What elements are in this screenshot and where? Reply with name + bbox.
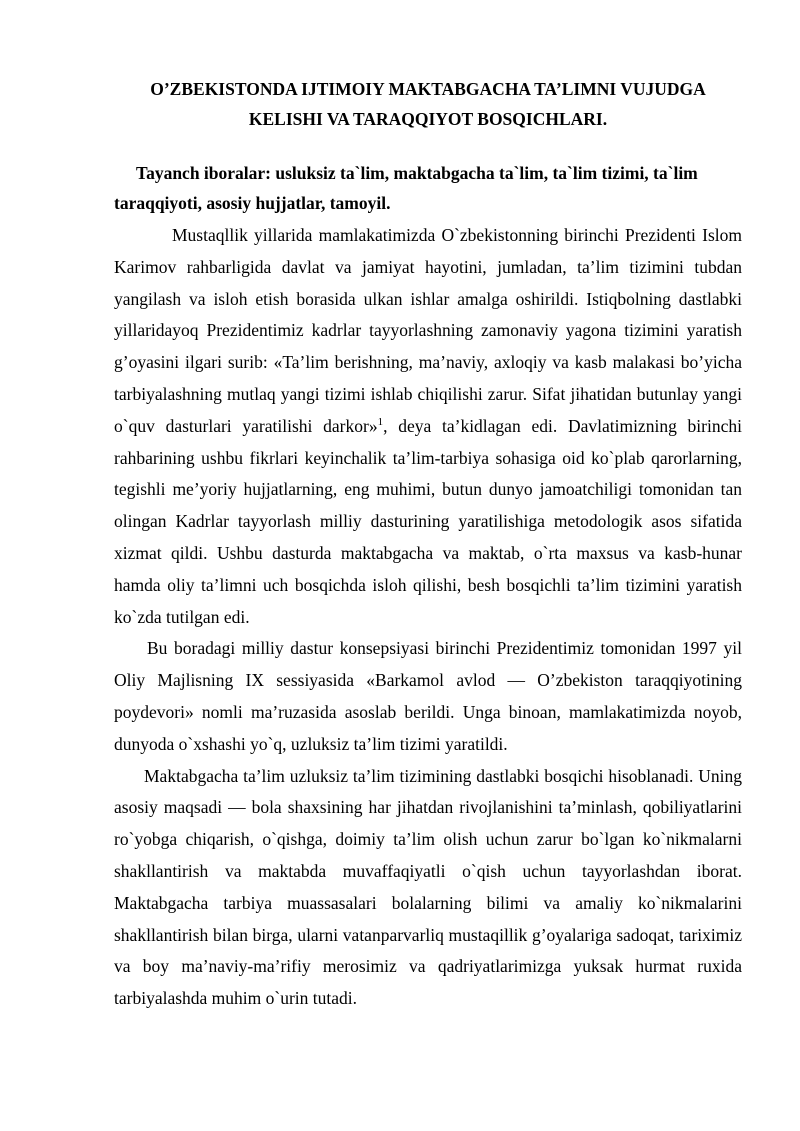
paragraph-2: Bu boradagi milliy dastur konsepsiyasi birinchi Prezidentimiz tomonidan 1997 yil Oliy Majlisning IX sessiyasida «Barkamol avlod — O’zbekiston taraqqiyotining poydevori» nomli ma’ruzasida asoslab berildi. Unga binoan, mamlakatimizda noyob, dunyoda o`xshashi yo`q, uzluksiz ta’lim tizimi yaratildi. bbox=[114, 638, 742, 754]
keywords-paragraph: Tayanch iboralar: usluksiz ta`lim, maktabgacha ta`lim, ta`lim tizimi, ta`lim taraqqiyoti, asosiy hujjatlar, tamoyil. bbox=[114, 163, 698, 213]
document-title bbox=[114, 74, 742, 134]
footnote-reference[interactable]: 1 bbox=[377, 415, 384, 428]
document-page bbox=[114, 74, 742, 1015]
paragraph-3: Maktabgacha ta’lim uzluksiz ta’lim tizimining dastlabki bosqichi hisoblanadi. Uning asosiy maqsadi — bola shaxsining har jihatdan rivojlanishini ta’minlash, qobiliyatlarini ro`yobga chiqarish, o`qishga, doimiy ta’lim olish uchun zarur bo`lgan ko`nikmalarni shakllantirish va maktabda muvaffaqiyatli o`qish uchun tayyorlashdan iborat. Maktabgacha tarbiya muassasalari bolalarning bilimi va amaliy ko`nikmalarini shakllantirish bilan birga, ularni vatanparvarliq mustaqillik g’oyalariga sadoqat, tariximiz va boy ma’naviy-ma’rifiy merosimiz va qadriyatlarimizga yuksak hurmat ruxida tarbiyalashda muhim o`urin tutadi. bbox=[114, 765, 742, 1009]
title-line-2: KELISHI VA TARAQQIYOT BOSQICHLARI. bbox=[248, 109, 608, 129]
paragraph-1-text-a: Mustaqllik yillarida mamlakatimizda O`zbekistonning birinchi Prezidenti Islom Karimov rahbarligida davlat va jamiyat hayotini, jumladan, ta’lim tizimini tubdan yangilash va isloh etish borasida ulkan ishlar amalga oshirildi. Istiqbolning dastlabki yillaridayoq Prezidentimiz kadrlar tayyorlashning zamonaviy yagona tizimini yaratish g’oyasini ilgari surib: «Ta’lim berishning, ma’naviy, axloqiy va kasb malakasi bo’yicha tarbiyalashning mutlaq yangi tizimi ishlab chiqilishi zarur. Sifat jihatidan butunlay yangi o`quv dasturlari yaratilishi darkor» bbox=[114, 225, 742, 436]
title-line-1: O’ZBEKISTONDA IJTIMOIY MAKTABGACHA TA’LIMNI VUJUDGA bbox=[150, 79, 706, 99]
paragraph-1-text-b: , deya ta’kidlagan edi. Davlatimizning birinchi rahbarining ushbu fikrlari keyinchalik ta’lim-tarbiya sohasiga oid ko`plab qarorlarning, tegishli me’yoriy hujjatlarning, eng muhimi, butun dunyo jamoatchiligi tomonidan tan olingan Kadrlar tayyorlash milliy dasturining yaratilishiga metodologik asos sifatida xizmat qildi. Ushbu dasturda maktabgacha va maktab, o`rta maxsus va kasb-hunar hamda oliy ta’limni uch bosqichda isloh qilishi, besh bosqichli ta’lim tizimini yaratish ko`zda tutilgan edi. bbox=[114, 415, 742, 627]
paragraph-1 bbox=[114, 220, 742, 633]
